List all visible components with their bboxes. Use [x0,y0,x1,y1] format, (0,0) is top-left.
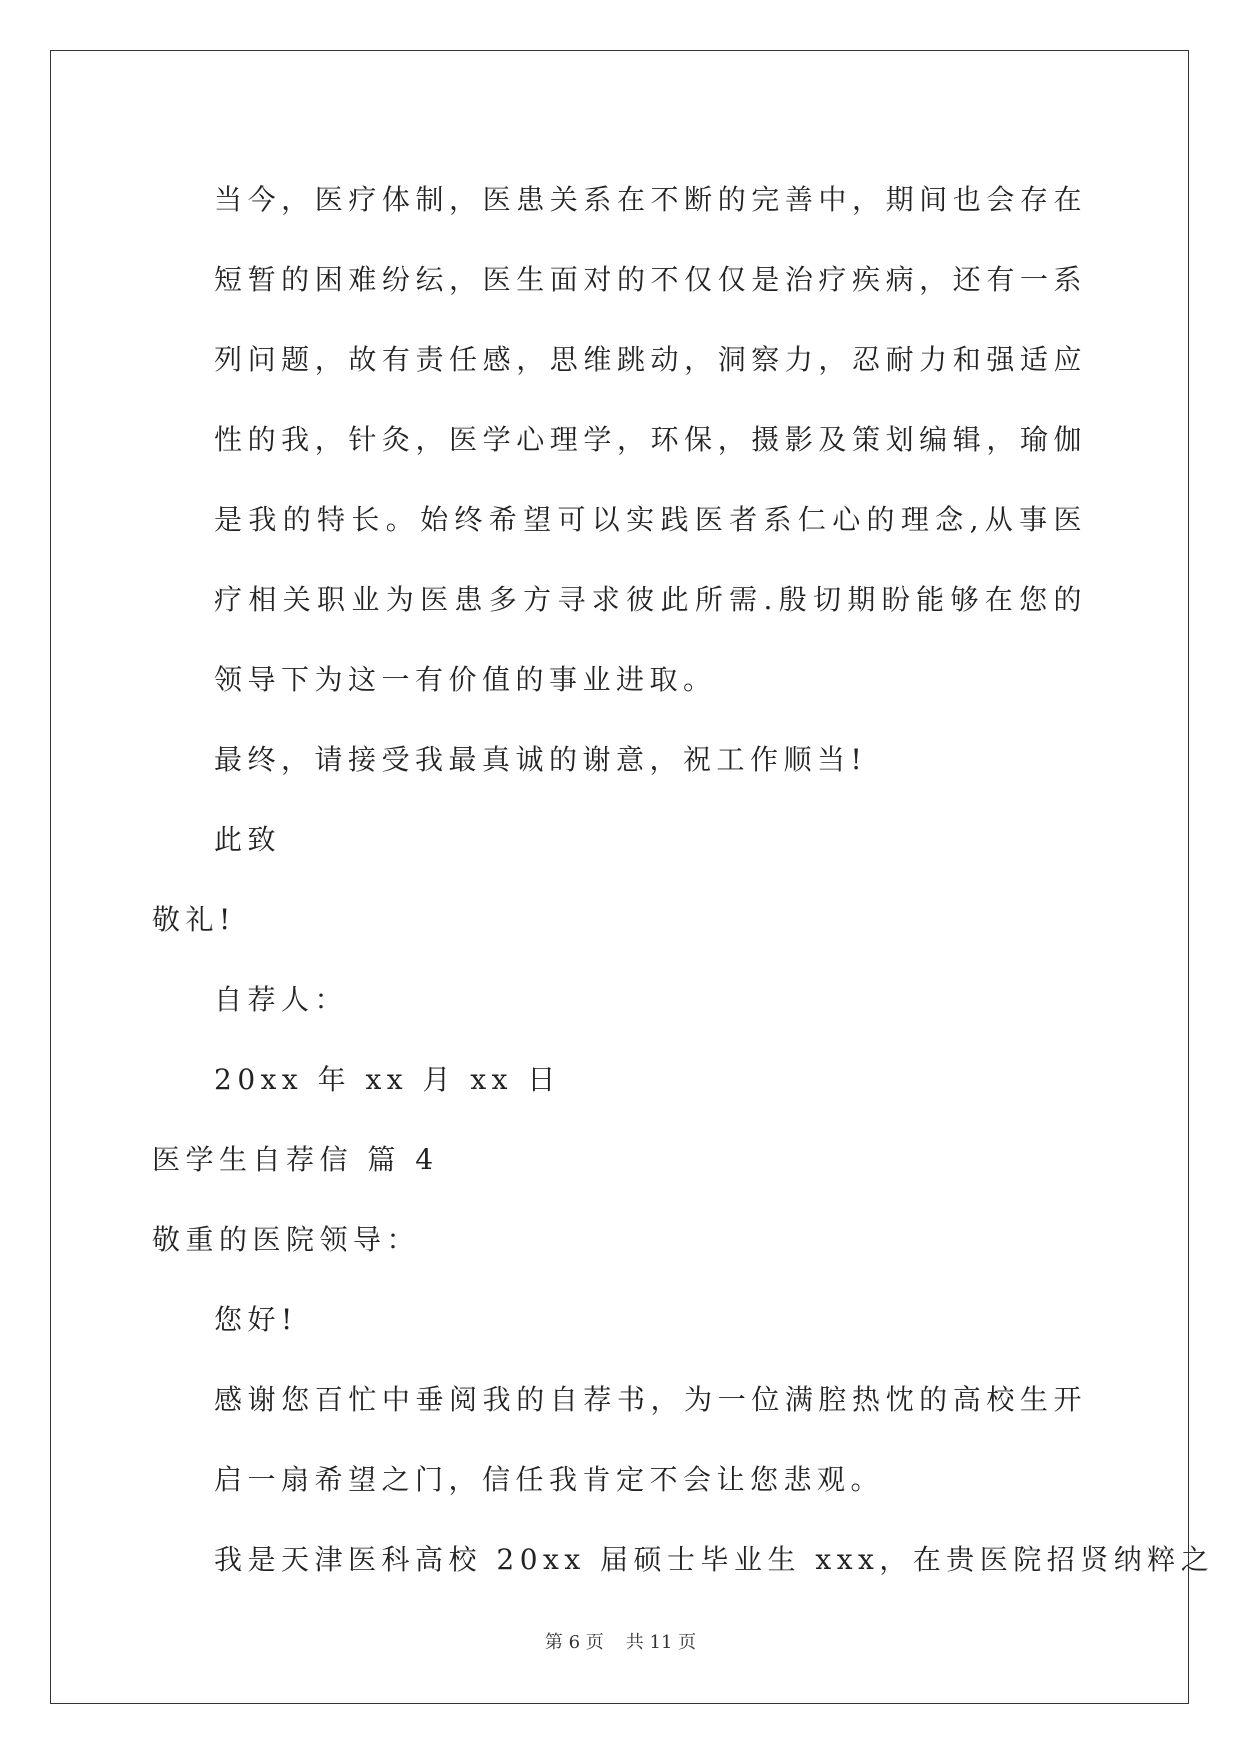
greeting-addressee: 敬重的医院领导： [152,1223,421,1256]
greeting-hello: 您好! [214,1303,298,1336]
salutation-jingli: 敬礼! [152,903,236,936]
paragraph-specialties: 当今，医疗体制，医患关系在不断的完善中，期间也会存在短暂的困难纷纭，医生面对的不仅仅是治疗疾病，还有一系列问题，故有责任感，思维跳动，洞察力，忍耐力和强适应性的我，针灸，医学心理学，环保，摄影及策划编辑，瑜伽是我的特长。始终希望可以实践医者系仁心的理念,从事医疗相关职业为医患多方寻求彼此所需.殷切期盼能够在您的领导下为这一有价值的事业进取。 [214,183,1087,696]
page-number: 第 6 页 [544,1632,604,1653]
salutation-cizhi: 此致 [214,823,282,856]
date-line: 20xx 年 xx 月 xx 日 [214,1063,561,1096]
signature-label: 自荐人： [214,983,349,1016]
section-heading: 医学生自荐信 篇 4 [152,1143,439,1176]
document-body [152,160,1215,1600]
page-footer [0,1628,1241,1654]
paragraph-closing-thanks: 最终，请接受我最真诚的谢意，祝工作顺当! [214,743,868,776]
paragraph-introduction: 我是天津医科高校 20xx 届硕士毕业生 xxx，在贵医院招贤纳粹之 [214,1543,1215,1576]
page-total: 共 11 页 [625,1632,697,1653]
paragraph-thanks-for-reading: 感谢您百忙中垂阅我的自荐书，为一位满腔热忱的高校生开启一扇希望之门，信任我肯定不会让您悲观。 [214,1383,1087,1496]
